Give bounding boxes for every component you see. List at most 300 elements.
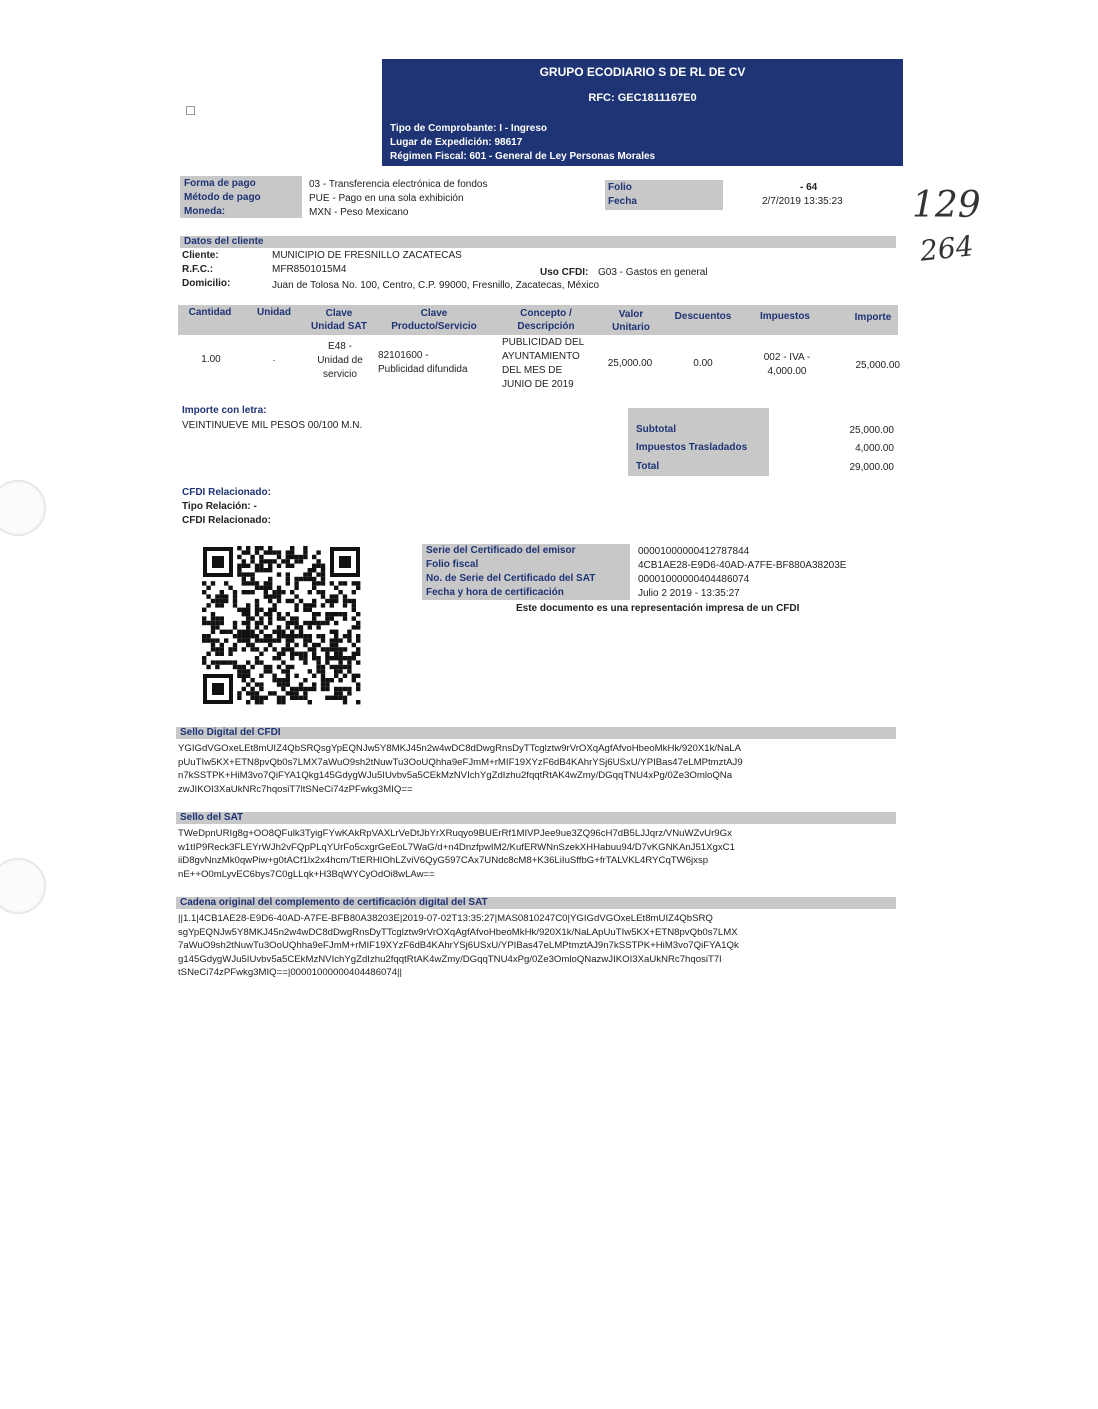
qr-module [286,669,290,673]
qr-module [356,687,360,691]
related-cfdi: CFDI Relacionado: [182,515,271,526]
qr-module [312,612,316,616]
qr-module [321,638,325,642]
qr-module [303,546,307,550]
qr-module [303,555,307,559]
qr-module [259,621,263,625]
qr-module [281,616,285,620]
qr-module [303,572,307,576]
qr-module [233,599,237,603]
qr-module [272,691,276,695]
qr-module [299,625,303,629]
qr-module [321,603,325,607]
qr-module [308,625,312,629]
qr-module [316,634,320,638]
col-clave-prod-l2: Producto/Servicio [391,321,477,332]
qr-module [308,603,312,607]
qr-module [268,616,272,620]
qr-module [299,652,303,656]
qr-module [312,577,316,581]
qr-module [259,696,263,700]
serial-sat-label: No. de Serie del Certificado del SAT [426,573,596,584]
qr-module [312,568,316,572]
qr-module [334,630,338,634]
qr-module [264,586,268,590]
qr-module [316,550,320,554]
qr-module [264,559,268,563]
qr-module [242,669,246,673]
qr-module [286,599,290,603]
qr-module [237,665,241,669]
qr-module [356,660,360,664]
qr-module [294,586,298,590]
qr-module [233,660,237,664]
qr-module [330,603,334,607]
col-importe: Importe [854,312,892,323]
qr-module [294,555,298,559]
qr-module [325,647,329,651]
qr-module [338,612,342,616]
qr-module [308,647,312,651]
qr-module [211,647,215,651]
qr-module [316,665,320,669]
qr-module [242,678,246,682]
issuer-header [382,59,903,166]
qr-module [338,652,342,656]
qr-module [303,621,307,625]
qr-module [294,674,298,678]
qr-module [268,638,272,642]
qr-module [259,586,263,590]
qr-module [286,559,290,563]
qr-module [325,678,329,682]
qr-module [303,634,307,638]
qr-module [290,630,294,634]
qr-module [268,608,272,612]
cell-clave-unidad-l1: E48 - [328,341,352,352]
total-value: 29,000.00 [849,462,894,473]
qr-module [228,630,232,634]
qr-module [356,674,360,678]
qr-module [277,612,281,616]
subtotal-label: Subtotal [636,424,676,435]
qr-module [347,599,351,603]
qr-module [255,621,259,625]
qr-module [233,625,237,629]
qr-module [246,630,250,634]
qr-module [352,625,356,629]
qr-module [290,621,294,625]
qr-module [233,621,237,625]
qr-module [352,603,356,607]
qr-module [272,590,276,594]
serial-emisor-value: 00001000000412787844 [638,546,750,557]
qr-module [224,581,228,585]
col-valor [598,308,664,334]
qr-module [277,665,281,669]
qr-module [242,572,246,576]
payment-form-value: 03 - Transferencia electrónica de fondos [309,179,488,190]
qr-module [325,616,329,620]
payment-method-value: PUE - Pago en una sola exhibición [309,193,464,204]
qr-module [281,687,285,691]
qr-module [281,682,285,686]
qr-module [259,660,263,664]
qr-module [237,674,241,678]
qr-module [321,572,325,576]
qr-module [312,603,316,607]
qr-module [338,656,342,660]
qr-module [264,612,268,616]
qr-module [242,559,246,563]
cell-importe: 25,000.00 [855,360,900,371]
qr-module [220,603,224,607]
qr-module [356,682,360,686]
qr-module [237,546,241,550]
qr-module [290,550,294,554]
qr-module [268,665,272,669]
qr-module [268,586,272,590]
qr-module [294,577,298,581]
related-type: Tipo Relación: - [182,501,257,512]
date-label: Fecha [608,196,637,207]
qr-module [246,572,250,576]
qr-module [338,581,342,585]
client-section-title: Datos del cliente [184,236,264,247]
cadena-line: g145GdygWJu5IUvbv5a5CEkMzNVIchYgZdIzhu2fqqtRtAK4wZmy/DGqqTNU4xPg/0Ze3OmloQNazwJIKOI3XaUkNRc7hqosiT7l [178,953,722,965]
qr-module [233,594,237,598]
cell-concepto-l3: DEL MES DE [502,365,563,376]
qr-module [281,696,285,700]
qr-module [246,616,250,620]
subtotal-value: 25,000.00 [849,425,894,436]
sello-cfdi-bar [176,727,896,739]
qr-module [325,656,329,660]
qr-module [290,687,294,691]
qr-module [206,665,210,669]
qr-module [334,691,338,695]
qr-module [352,678,356,682]
qr-module [312,616,316,620]
qr-module [352,674,356,678]
qr-module [250,634,254,638]
sello-cfdi-title: Sello Digital del CFDI [180,727,281,738]
qr-module [228,660,232,664]
qr-module [308,590,312,594]
qr-module [264,550,268,554]
qr-module [321,590,325,594]
qr-module [259,687,263,691]
qr-module [264,568,268,572]
cell-concepto-l1: PUBLICIDAD DEL [502,337,585,348]
qr-module [228,652,232,656]
qr-module [233,643,237,647]
folio-label: Folio [608,182,632,193]
cadena-bar [176,897,896,909]
qr-module [246,546,250,550]
qr-module [246,612,250,616]
qr-module [250,577,254,581]
qr-module [281,590,285,594]
qr-module [264,669,268,673]
col-cantidad: Cantidad [188,307,232,318]
punch-hole [0,858,46,914]
qr-module [259,546,263,550]
qr-module [312,687,316,691]
qr-module [255,682,259,686]
qr-module [233,590,237,594]
qr-module [352,652,356,656]
qr-module [290,696,294,700]
cell-unidad: . [272,353,276,364]
qr-module [250,687,254,691]
qr-module [281,700,285,704]
qr-module [312,652,316,656]
qr-module [347,660,351,664]
col-clave-prod [378,307,490,333]
cell-cantidad: 1.00 [201,354,221,365]
qr-module [237,555,241,559]
qr-module [330,656,334,660]
qr-module [334,652,338,656]
qr-module [294,581,298,585]
qr-module [255,599,259,603]
currency-value: MXN - Peso Mexicano [309,207,409,218]
col-concepto-l1: Concepto / [520,308,572,319]
qr-module [294,616,298,620]
qr-module [338,647,342,651]
qr-module [211,581,215,585]
qr-module [330,696,334,700]
qr-module [299,599,303,603]
cell-valor: 25,000.00 [607,358,653,369]
qr-module [272,656,276,660]
qr-module [255,586,259,590]
qr-module [321,669,325,673]
col-valor-l1: Valor [618,309,644,320]
qr-module [290,656,294,660]
qr-module [290,634,294,638]
qr-module [321,564,325,568]
qr-module [290,546,294,550]
qr-module [299,630,303,634]
qr-module [255,656,259,660]
qr-module [272,550,276,554]
cert-date-label: Fecha y hora de certificación [426,587,564,598]
qr-module [211,621,215,625]
qr-module [250,696,254,700]
qr-module [308,638,312,642]
qr-module [255,612,259,616]
qr-module [325,660,329,664]
qr-module [290,555,294,559]
qr-module [268,669,272,673]
qr-module [286,612,290,616]
currency-label: Moneda: [184,206,226,217]
qr-module [220,599,224,603]
qr-module [242,630,246,634]
qr-module [264,696,268,700]
qr-module [264,634,268,638]
qr-module [343,656,347,660]
qr-module [272,603,276,607]
qr-module [308,577,312,581]
qr-module [308,568,312,572]
qr-module [202,634,206,638]
qr-module [303,696,307,700]
payment-form-label: Forma de pago [184,178,256,189]
cell-impuestos-l1: 002 - IVA - [763,352,811,363]
qr-module [242,674,246,678]
qr-module [220,621,224,625]
qr-module [312,586,316,590]
sello-cfdi-line: pUuTIw5KX+ETN8pvQb0s7LMX7aWuO9sh2tNuwTu3OoUQhha9eFJmM+rMIF19XYzF6dB4KAhrYSj6USxU/YPIBas47eLMPtmztAJ9 [178,756,743,768]
qr-module [277,652,281,656]
address-value: Juan de Tolosa No. 100, Centro, C.P. 99000, Fresnillo, Zacatecas, México [272,280,600,291]
qr-code-image [202,546,361,705]
qr-module [286,621,290,625]
taxes-value: 4,000.00 [855,443,894,454]
col-impuestos: Impuestos [759,311,810,322]
qr-module [224,599,228,603]
qr-module [255,568,259,572]
qr-module [250,590,254,594]
qr-module [250,630,254,634]
qr-module [308,700,312,704]
qr-module [268,568,272,572]
qr-module [272,647,276,651]
qr-module [356,586,360,590]
qr-module [233,647,237,651]
qr-module [338,669,342,673]
qr-module [294,691,298,695]
client-rfc-value: MFR8501015M4 [272,264,347,275]
qr-module [242,665,246,669]
qr-module [220,594,224,598]
qr-module [356,700,360,704]
qr-module [290,665,294,669]
qr-module [255,608,259,612]
qr-module [228,586,232,590]
qr-module [294,687,298,691]
qr-module [294,608,298,612]
qr-module [352,656,356,660]
qr-module [334,696,338,700]
qr-module [246,608,250,612]
sello-cfdi-line: YGIGdVGOxeLEt8mUIZ4QbSRQsgYpEQNJw5Y8MKJ45n2w4wDC8dDwgRnsDyTTcglztw9rVrOXqAgfAfvoHbeoMkHk/920X1k/NaLA [178,743,742,754]
qr-module [281,652,285,656]
qr-module [316,590,320,594]
qr-module [325,652,329,656]
qr-module [321,647,325,651]
qr-module [347,630,351,634]
qr-module [255,625,259,629]
qr-module [294,603,298,607]
qr-module [242,687,246,691]
qr-module [308,572,312,576]
qr-module [272,678,276,682]
qr-module [303,678,307,682]
qr-module [250,643,254,647]
qr-module [338,696,342,700]
qr-module [264,638,268,642]
qr-module [325,682,329,686]
qr-module [286,678,290,682]
qr-module [255,546,259,550]
qr-module [242,590,246,594]
qr-module [277,599,281,603]
qr-module [347,687,351,691]
qr-module [330,630,334,634]
qr-module [246,669,250,673]
qr-module [202,581,206,585]
qr-module [224,630,228,634]
qr-module [281,678,285,682]
qr-module [338,665,342,669]
qr-module [255,634,259,638]
qr-module [321,682,325,686]
payment-method-label: Método de pago [184,192,261,203]
handwritten-note: 264 [918,229,976,268]
qr-module [286,572,290,576]
cell-clave-unidad-l2: Unidad de [317,355,363,366]
qr-module [211,599,215,603]
qr-module [268,621,272,625]
client-section-bar [180,236,896,248]
scan-mark [186,106,195,115]
qr-module [277,616,281,620]
qr-module [334,687,338,691]
qr-module [202,621,206,625]
qr-module [220,643,224,647]
qr-module [237,630,241,634]
qr-module [316,612,320,616]
qr-module [255,691,259,695]
qr-module [255,564,259,568]
qr-module [330,581,334,585]
cert-date-value: Julio 2 2019 - 13:35:27 [638,588,740,599]
qr-module [246,625,250,629]
qr-module [334,599,338,603]
qr-module [294,643,298,647]
qr-module [356,634,360,638]
qr-module [277,678,281,682]
qr-module [303,660,307,664]
qr-module [215,599,219,603]
voucher-type: Tipo de Comprobante: I - Ingreso [390,123,548,134]
qr-module [246,603,250,607]
qr-module [215,638,219,642]
qr-module [242,577,246,581]
sello-sat-bar [176,812,896,824]
qr-module [215,665,219,669]
qr-module [299,656,303,660]
qr-module [264,625,268,629]
qr-module [237,568,241,572]
qr-module [277,594,281,598]
qr-module [233,634,237,638]
qr-module [330,616,334,620]
issue-place: Lugar de Expedición: 98617 [390,137,523,148]
qr-module [202,638,206,642]
qr-module [290,590,294,594]
issuer-name: GRUPO ECODIARIO S DE RL DE CV [539,65,746,79]
qr-module [202,656,206,660]
qr-module [250,678,254,682]
qr-module [281,559,285,563]
qr-module [220,652,224,656]
qr-module [246,674,250,678]
